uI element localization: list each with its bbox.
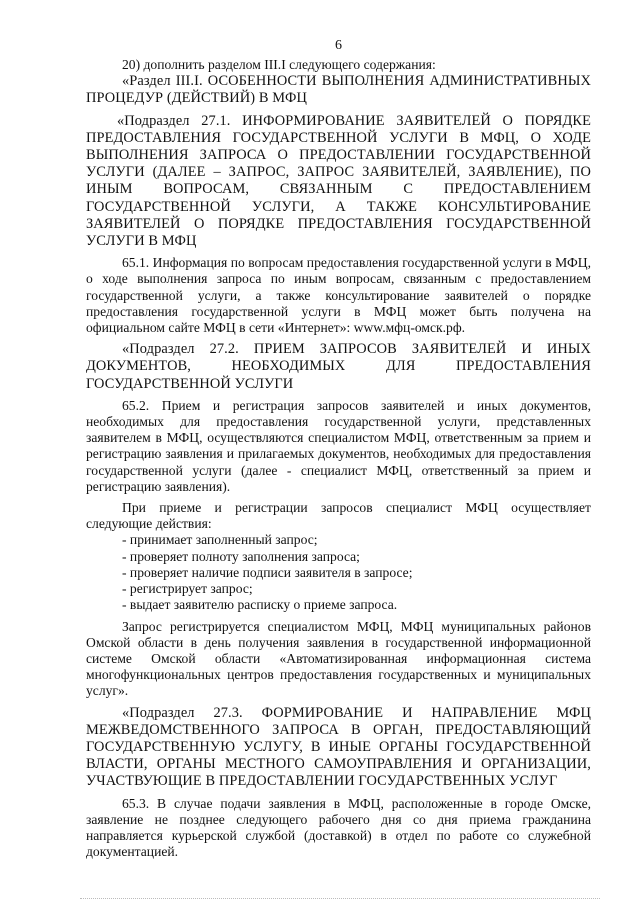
list-item: - регистрирует запрос;: [122, 581, 253, 597]
subsection-27-1-title: «Подраздел 27.1. ИНФОРМИРОВАНИЕ ЗАЯВИТЕЛЕЙ О ПОРЯДКЕ ПРЕДОСТАВЛЕНИЯ ГОСУДАРСТВЕННОЙ УСЛУГИ В МФЦ, О ХОДЕ ВЫПОЛНЕНИЯ ЗАПРОСА О ПРЕДОСТАВЛЕНИИ ГОСУДАРСТВЕННОЙ УСЛУГИ (ДАЛЕЕ – ЗАПРОС, ЗАПРОС ЗАЯВИТЕЛЕЙ, ЗАЯВЛЕНИЕ), ПО ИНЫМ ВОПРОСАМ, СВЯЗАННЫМ С ПРЕДОСТАВЛЕНИЕМ ГОСУДАРСТВЕННОЙ УСЛУГИ, А ТАКЖЕ КОНСУЛЬТИРОВАНИЕ ЗАЯВИТЕЛЕЙ О ПОРЯДКЕ ПРЕДОСТАВЛЕНИЯ ГОСУДАРСТВЕННОЙ УСЛУГИ В МФЦ: [86, 112, 591, 250]
paragraph-65-2: 65.2. Прием и регистрация запросов заявителей и иных документов, необходимых для предоставления государственной услуги, представленных заявителем в МФЦ, осуществляются специалистом МФЦ, ответственным за прием и регистрацию заявления и прилагаемых документов, необходимых для предоставления государственной услуги (далее - специалист МФЦ, ответственный за прием и регистрацию заявления).: [86, 397, 591, 494]
actions-list: [86, 532, 591, 613]
amendment-intro: 20) дополнить разделом III.I следующего содержания:: [122, 57, 436, 72]
subsection-27-3-title: «Подраздел 27.3. ФОРМИРОВАНИЕ И НАПРАВЛЕНИЕ МФЦ МЕЖВЕДОМСТВЕННОГО ЗАПРОСА В ОРГАН, ПРЕДОСТАВЛЯЮЩИЙ ГОСУДАРСТВЕННУЮ УСЛУГУ, В ИНЫЕ ОРГАНЫ ГОСУДАРСТВЕННОЙ ВЛАСТИ, ОРГАНЫ МЕСТНОГО САМОУПРАВЛЕНИЯ И ОРГАНИЗАЦИИ, УЧАСТВУЮЩИЕ В ПРЕДОСТАВЛЕНИИ ГОСУДАРСТВЕННЫХ УСЛУГ: [86, 704, 591, 790]
paragraph-65-1: 65.1. Информация по вопросам предоставления государственной услуги в МФЦ, о ходе выполнения запроса по иным вопросам, связанным с предоставлением государственной услуги, а также консультирование заявителей о порядке предоставления государственной услуги в МФЦ может быть получена на официальном сайте МФЦ в сети «Интернет»: www.мфц-омск.рф.: [86, 255, 591, 336]
subsection-27-2-title: «Подраздел 27.2. ПРИЕМ ЗАПРОСОВ ЗАЯВИТЕЛЕЙ И ИНЫХ ДОКУМЕНТОВ, НЕОБХОДИМЫХ ДЛЯ ПРЕДОСТАВЛЕНИЯ ГОСУДАРСТВЕННОЙ УСЛУГИ: [86, 341, 591, 392]
list-item: - выдает заявителю расписку о приеме запроса.: [122, 597, 398, 613]
paragraph-65-3: 65.3. В случае подачи заявления в МФЦ, расположенные в городе Омске, заявление не позднее следующего рабочего дня со дня приема гражданина направляется курьерской службой (доставкой) в отдел по работе со служебной документацией.: [86, 795, 591, 860]
section-title: «Раздел III.I. ОСОБЕННОСТИ ВЫПОЛНЕНИЯ АДМИНИСТРАТИВНЫХ ПРОЦЕДУР (ДЕЙСТВИЙ) В МФЦ: [86, 73, 591, 107]
paragraph-register: Запрос регистрируется специалистом МФЦ, МФЦ муниципальных районов Омской области в день получения заявления в государственной информационной системе Омской области «Автоматизированная информационная система многофункциональных центров предоставления государственных и муниципальных услуг».: [86, 618, 591, 699]
list-item: - проверяет наличие подписи заявителя в запросе;: [122, 564, 413, 580]
actions-intro: При приеме и регистрации запросов специалист МФЦ осуществляет следующие действия:: [86, 500, 591, 532]
list-item: - проверяет полноту заполнения запроса;: [122, 548, 360, 564]
footer-rule: [80, 898, 600, 899]
page-number: 6: [335, 38, 342, 53]
list-item: - принимает заполненный запрос;: [122, 532, 318, 548]
